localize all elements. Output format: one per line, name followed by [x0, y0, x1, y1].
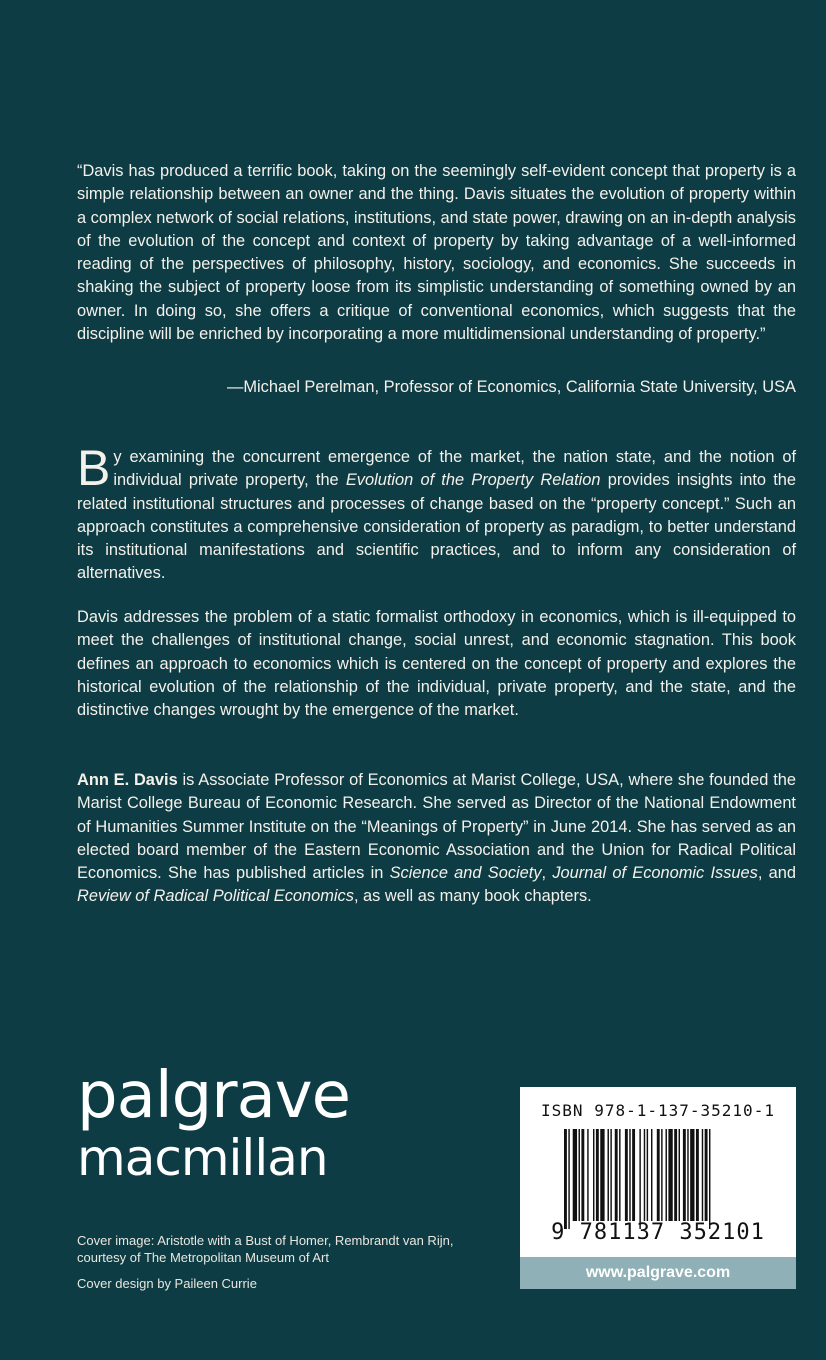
barcode-bars	[564, 1129, 754, 1229]
barcode-bar	[651, 1129, 652, 1221]
barcode-bar	[564, 1129, 567, 1229]
barcode-bar	[579, 1129, 580, 1221]
barcode-bar	[661, 1129, 662, 1221]
publisher-logo	[77, 1059, 351, 1187]
barcode-bar	[690, 1129, 694, 1221]
description-text-end: provides insights into the related institutional structures and processes of change based on the “property concept.” Such an approach constitutes a comprehensive consideration of property as paradigm, to better understand its institutional manifestations and scientific practices, and to inform any consideration of alternatives.	[77, 471, 796, 583]
bio-text-2: , as well as many book chapters.	[353, 887, 592, 906]
barcode-bar	[668, 1129, 672, 1221]
barcode-bar	[702, 1129, 703, 1221]
cover-image-credit: Cover image: Aristotle with a Bust of Homer, Rembrandt van Rijn, courtesy of The Metropolitan Museum of Art	[77, 1233, 454, 1265]
barcode-bar	[573, 1129, 577, 1221]
isbn-label: ISBN 978-1-137-35210-1	[541, 1101, 775, 1120]
book-description-paragraph-1	[77, 440, 796, 586]
barcode-bar	[683, 1129, 686, 1221]
barcode-bar	[600, 1129, 604, 1221]
barcode-bar	[639, 1129, 640, 1229]
publisher-logo-line-2: macmillan	[77, 1129, 328, 1187]
barcode-bar	[679, 1129, 680, 1221]
isbn-barcode-panel	[520, 1087, 796, 1289]
barcode-bar	[593, 1129, 594, 1221]
barcode-bar	[696, 1129, 699, 1221]
endorsement-quote: “Davis has produced a terrific book, taking on the seemingly self-evident concept that property is a simple relationship between an owner and the thing. Davis situates the evolution of property within a complex network of social relations, institutions, and state power, drawing on an in-depth analysis of the evolution of the concept and context of property by taking advantage of a well-informed reading of the perspectives of philosophy, history, sociology, and economics. She succeeds in shaking the subject of property loose from its simplistic understanding of something owned by an owner. In doing so, she offers a critique of conventional economics, which suggests that the discipline will be enriched by incorporating a more multidimensional understanding of property.”	[77, 162, 796, 344]
drop-cap: B	[77, 440, 111, 496]
barcode-bar	[619, 1129, 620, 1221]
description-text-start: y examining the concurrent emergence of the market, the nation state, and the notion of individual private property, the	[113, 448, 796, 490]
barcode-bar	[647, 1129, 648, 1221]
barcode-bar	[674, 1129, 677, 1221]
book-description-paragraph-2: Davis addresses the problem of a static formalist orthodoxy in economics, which is ill-equipped to meet the challenges of institutional change, social unrest, and economic stagnation. This book defines an approach to economics which is centered on the concept of property and explores the historical evolution of the relationship of the individual, private property, and the state, and the distinctive changes wrought by the emergence of the market.	[77, 608, 796, 720]
barcode-number: 9 781137 352101	[551, 1220, 765, 1245]
journal-2: Journal of Economic Issues	[552, 864, 758, 883]
journal-1: Science and Society	[389, 864, 542, 883]
barcode-bar	[705, 1129, 708, 1221]
barcode-bar	[608, 1129, 609, 1221]
barcode-bar	[568, 1129, 569, 1229]
barcode-bar	[629, 1129, 630, 1221]
barcode-bar	[709, 1129, 710, 1229]
publisher-url: www.palgrave.com	[520, 1257, 796, 1289]
author-bio	[77, 769, 796, 909]
barcode-bar	[610, 1129, 611, 1221]
author-name: Ann E. Davis	[77, 771, 178, 789]
journal-3: Review of Radical Political Economics	[77, 887, 354, 906]
barcode-bar	[587, 1129, 588, 1221]
endorsement-attribution: —Michael Perelman, Professor of Economics, California State University, USA	[226, 378, 796, 396]
cover-design-credit: Cover design by Paileen Currie	[77, 1276, 257, 1291]
book-title-inline: Evolution of the Property Relation	[345, 471, 601, 490]
bio-sep-2: , and	[757, 864, 796, 883]
barcode-bar	[596, 1129, 599, 1221]
barcode-bar	[625, 1129, 628, 1221]
barcode-bar	[615, 1129, 618, 1221]
barcode-bar	[644, 1129, 645, 1221]
barcode-bar	[581, 1129, 584, 1221]
bio-text-1: is Associate Professor of Economics at Marist College, USA, where she founded the Marist College Bureau of Economic Research. She served as Director of the National Endowment of Humanities Summer Institute on the “Meanings of Property” in June 2014. She has served as an elected board member of the Eastern Economic Association and the Union for Radical Political Economics. She has published articles in	[77, 771, 796, 883]
barcode-bar	[687, 1129, 688, 1221]
barcode-bar	[657, 1129, 660, 1221]
bio-sep-1: ,	[541, 864, 553, 883]
barcode-bar	[666, 1129, 667, 1221]
publisher-logo-line-1: palgrave	[77, 1059, 351, 1133]
barcode-bar	[632, 1129, 635, 1221]
